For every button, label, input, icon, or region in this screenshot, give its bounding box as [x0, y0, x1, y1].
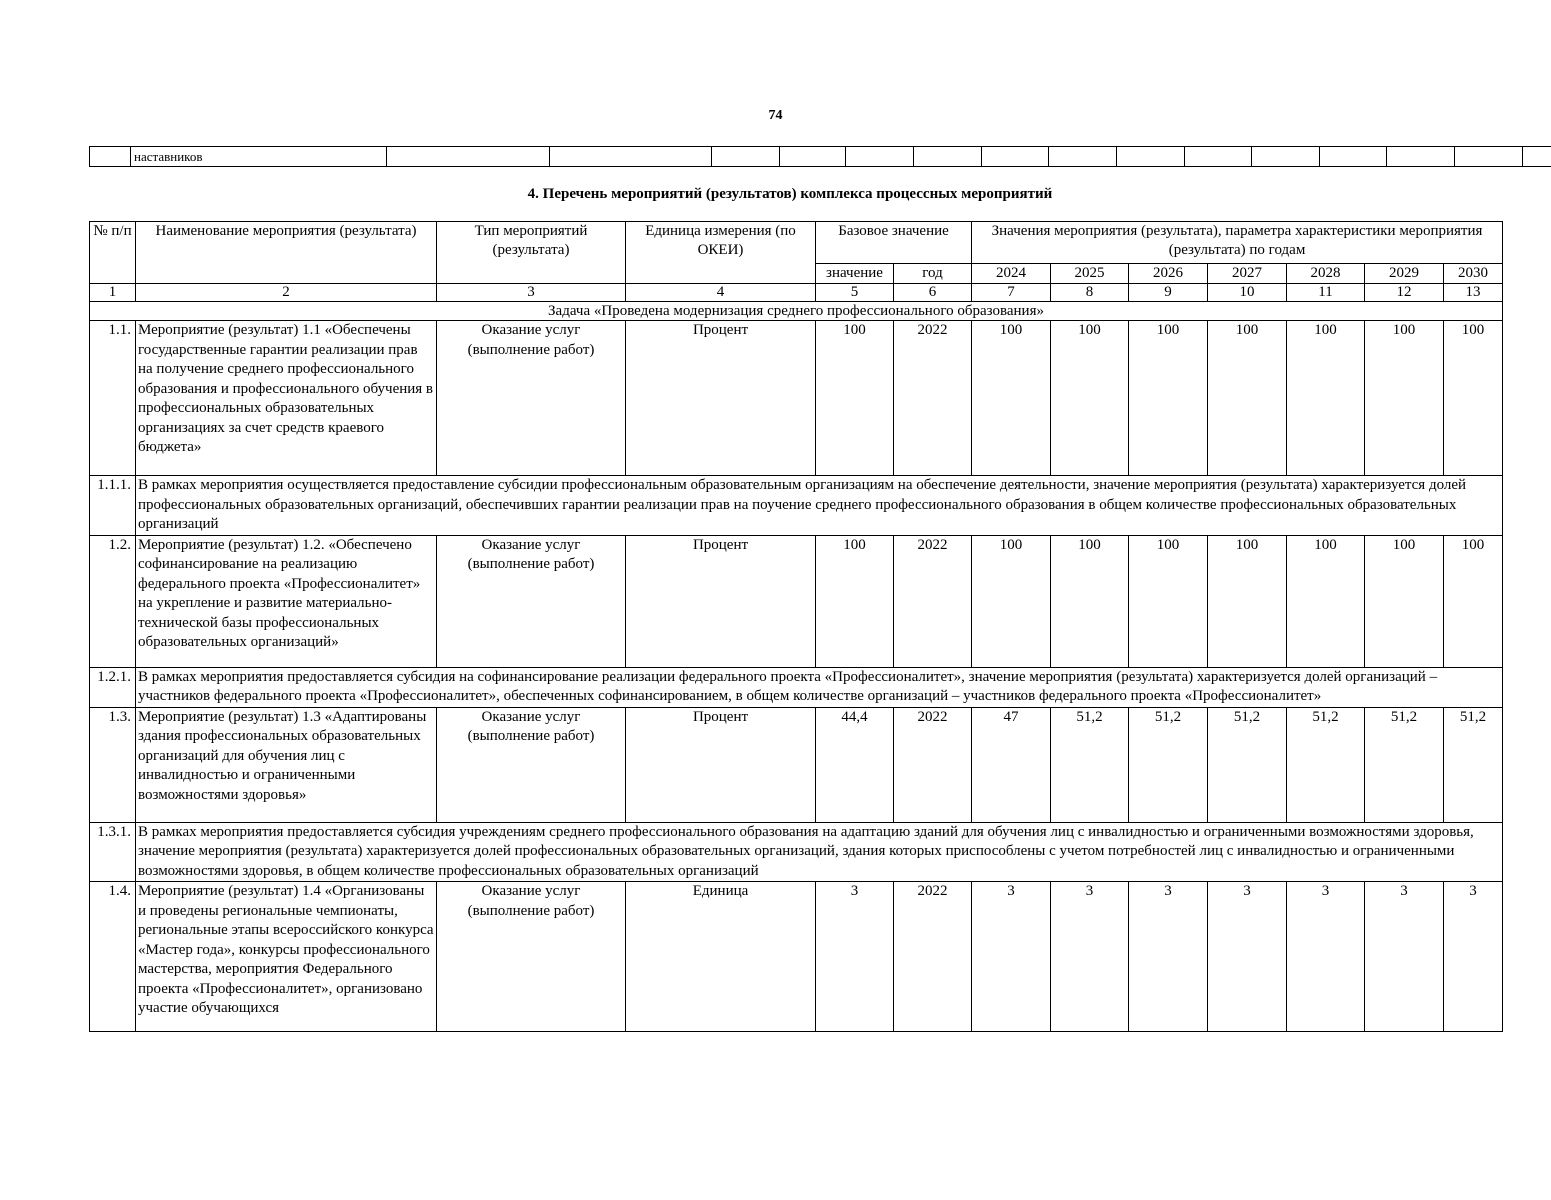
measure-name: Мероприятие (результат) 1.4 «Организованы и проведены региональные чемпионаты, региональные этапы всероссийского конкурса «Мастер года», конкурсы профессионального мастерства, мероприятия Федерального проекта «Профессионалитет», организовано участие обучающихся [136, 882, 437, 1032]
fragment-cell [780, 147, 846, 167]
fragment-cell [914, 147, 982, 167]
fragment-cell [1117, 147, 1185, 167]
year-value: 3 [1287, 882, 1365, 1032]
base-value: 3 [816, 882, 894, 1032]
fragment-cell [1320, 147, 1387, 167]
column-number: 12 [1365, 284, 1444, 302]
header-values: Значения мероприятия (результата), параметра характеристики мероприятия (результата) по годам [972, 222, 1503, 264]
header-base-year: год [894, 264, 972, 284]
measure-unit: Единица [626, 882, 816, 1032]
measure-name: Мероприятие (результат) 1.2. «Обеспечено софинансирование на реализацию федерального проекта «Профессионалитет» на укрепление и развитие материально-технической базы профессиональных образовательных организаций» [136, 535, 437, 667]
year-value: 3 [972, 882, 1051, 1032]
year-value: 51,2 [1208, 707, 1287, 822]
measure-unit: Процент [626, 535, 816, 667]
fragment-text: наставников [131, 147, 387, 167]
fragment-cell [387, 147, 550, 167]
year-value: 100 [1129, 321, 1208, 476]
base-year: 2022 [894, 535, 972, 667]
measures-table [89, 221, 1503, 1032]
column-number: 13 [1444, 284, 1503, 302]
fragment-cell [1185, 147, 1252, 167]
base-value: 44,4 [816, 707, 894, 822]
measure-type: Оказание услуг (выполнение работ) [437, 321, 626, 476]
year-value: 100 [1287, 321, 1365, 476]
fragment-cell [90, 147, 131, 167]
header-year: 2027 [1208, 264, 1287, 284]
fragment-cell [982, 147, 1049, 167]
header-year: 2029 [1365, 264, 1444, 284]
fragment-cell [1387, 147, 1455, 167]
column-number: 2 [136, 284, 437, 302]
header-year: 2026 [1129, 264, 1208, 284]
measure-type: Оказание услуг (выполнение работ) [437, 535, 626, 667]
page-number: 74 [768, 108, 783, 123]
year-value: 100 [972, 321, 1051, 476]
measure-unit: Процент [626, 321, 816, 476]
column-number: 10 [1208, 284, 1287, 302]
measure-unit: Процент [626, 707, 816, 822]
section-title: 4. Перечень мероприятий (результатов) комплекса процессных мероприятий [527, 186, 1053, 202]
row-num: 1.3. [90, 707, 136, 822]
year-value: 100 [1444, 535, 1503, 667]
note-num: 1.3.1. [90, 822, 136, 882]
year-value: 100 [1051, 321, 1129, 476]
column-number: 5 [816, 284, 894, 302]
header-year: 2028 [1287, 264, 1365, 284]
year-value: 100 [1208, 535, 1287, 667]
year-value: 47 [972, 707, 1051, 822]
measure-note: В рамках мероприятия предоставляется субсидия на софинансирование реализации федерального проекта «Профессионалитет», значение мероприятия (результата) характеризуется долей организаций – участников федерального проекта «Профессионалитет», обеспеченных софинансированием, в общем количестве организаций – участников федерального проекта «Профессионалитет» [136, 667, 1503, 707]
column-number: 3 [437, 284, 626, 302]
header-unit: Единица измерения (по ОКЕИ) [626, 222, 816, 284]
year-value: 100 [1365, 321, 1444, 476]
header-year: 2030 [1444, 264, 1503, 284]
task-title: Задача «Проведена модернизация среднего профессионального образования» [90, 302, 1503, 321]
fragment-cell [1455, 147, 1523, 167]
year-value: 3 [1365, 882, 1444, 1032]
year-value: 51,2 [1051, 707, 1129, 822]
column-number: 6 [894, 284, 972, 302]
year-value: 100 [1051, 535, 1129, 667]
column-number: 8 [1051, 284, 1129, 302]
row-num: 1.2. [90, 535, 136, 667]
measure-type: Оказание услуг (выполнение работ) [437, 882, 626, 1032]
header-year: 2025 [1051, 264, 1129, 284]
measure-type: Оказание услуг (выполнение работ) [437, 707, 626, 822]
fragment-cell [1523, 147, 1551, 167]
year-value: 100 [972, 535, 1051, 667]
column-number: 4 [626, 284, 816, 302]
year-value: 51,2 [1365, 707, 1444, 822]
row-num: 1.1. [90, 321, 136, 476]
measure-name: Мероприятие (результат) 1.3 «Адаптированы здания профессиональных образовательных организаций для обучения лиц с инвалидностью и ограниченными возможностями здоровья» [136, 707, 437, 822]
header-year: 2024 [972, 264, 1051, 284]
header-name: Наименование мероприятия (результата) [136, 222, 437, 284]
year-value: 3 [1208, 882, 1287, 1032]
measure-note: В рамках мероприятия осуществляется предоставление субсидии профессиональным образовательным организациям на обеспечение деятельности, значение мероприятия (результата) характеризуется долей профессиональных образовательных организаций, обеспечивших гарантии реализации прав на поучение среднего профессионального образования в общем количестве профессиональных образовательных организаций [136, 476, 1503, 536]
fragment-cell [712, 147, 780, 167]
column-number: 9 [1129, 284, 1208, 302]
row-num: 1.4. [90, 882, 136, 1032]
measure-note: В рамках мероприятия предоставляется субсидия учреждениям среднего профессионального образования на адаптацию зданий для обучения лиц с инвалидностью и ограниченными возможностями здоровья, значение мероприятия (результата) характеризуется долей профессиональных образовательных организаций, здания которых приспособлены с учетом потребностей лиц с инвалидностью и ограниченными возможностями здоровья, в общем количестве профессиональных образовательных организаций [136, 822, 1503, 882]
year-value: 3 [1129, 882, 1208, 1032]
base-value: 100 [816, 321, 894, 476]
header-base: Базовое значение [816, 222, 972, 264]
header-num: № п/п [90, 222, 136, 284]
measure-name: Мероприятие (результат) 1.1 «Обеспечены государственные гарантии реализации прав на получение среднего профессионального образования и профессионального обучения в профессиональных образовательных организациях за счет средств краевого бюджета» [136, 321, 437, 476]
year-value: 51,2 [1444, 707, 1503, 822]
base-year: 2022 [894, 882, 972, 1032]
header-type: Тип мероприятий (результата) [437, 222, 626, 284]
base-value: 100 [816, 535, 894, 667]
fragment-cell [550, 147, 712, 167]
year-value: 100 [1129, 535, 1208, 667]
year-value: 100 [1208, 321, 1287, 476]
year-value: 3 [1444, 882, 1503, 1032]
year-value: 51,2 [1129, 707, 1208, 822]
header-base-value: значение [816, 264, 894, 284]
fragment-cell [1049, 147, 1117, 167]
year-value: 100 [1365, 535, 1444, 667]
base-year: 2022 [894, 321, 972, 476]
note-num: 1.1.1. [90, 476, 136, 536]
year-value: 100 [1444, 321, 1503, 476]
year-value: 51,2 [1287, 707, 1365, 822]
year-value: 100 [1287, 535, 1365, 667]
column-number: 11 [1287, 284, 1365, 302]
year-value: 3 [1051, 882, 1129, 1032]
column-number: 1 [90, 284, 136, 302]
base-year: 2022 [894, 707, 972, 822]
continued-table-fragment [89, 146, 1551, 167]
column-number: 7 [972, 284, 1051, 302]
fragment-cell [846, 147, 914, 167]
note-num: 1.2.1. [90, 667, 136, 707]
fragment-cell [1252, 147, 1320, 167]
